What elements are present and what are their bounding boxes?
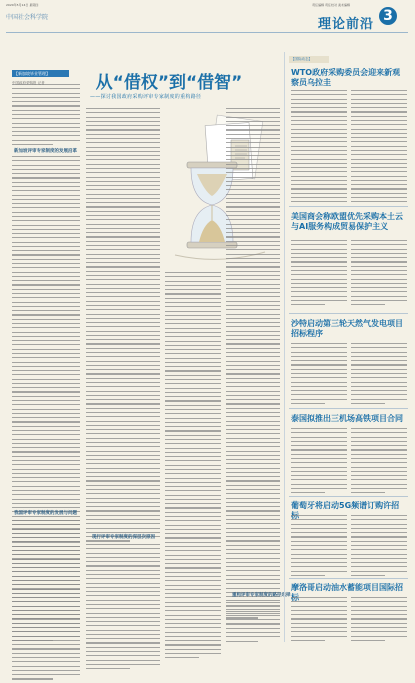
sidebar-divider xyxy=(289,313,408,314)
header-rule xyxy=(6,32,408,33)
article-author: 中国政府采购报 记者 xyxy=(12,81,45,85)
article-column-1 xyxy=(12,84,80,148)
subhead-1: 新加坡评审专家制度的发展沿革 xyxy=(14,149,77,154)
sidebar-item-text xyxy=(351,428,407,497)
sidebar-item-text xyxy=(291,240,347,309)
sidebar-item-title: 摩洛哥启动油水蓄能项目国际招标 xyxy=(291,583,403,602)
sidebar-item-text xyxy=(351,515,407,579)
masthead xyxy=(0,0,415,36)
sidebar-item-text xyxy=(351,90,407,210)
sidebar-item-text xyxy=(291,428,347,497)
sidebar-divider xyxy=(289,408,408,409)
sidebar-item-title: WTO政府采购委员会迎来新观察员乌拉圭 xyxy=(291,68,401,87)
article-column-2 xyxy=(86,108,160,545)
article-tag: 【新加坡毕业管理】 xyxy=(12,70,69,77)
sidebar-item-text xyxy=(291,343,347,407)
sidebar-item-text xyxy=(291,597,347,644)
sidebar-tag: 【国际动态】 xyxy=(289,56,329,63)
sidebar-item-text xyxy=(291,90,347,210)
subhead-4: 重构评审专家制度的路径选择 xyxy=(232,593,291,598)
article-subtitle: ——探讨我国政府采购评审专家制度的重构路径 xyxy=(90,94,202,100)
subhead-2: 我国评审专家制度的发展与问题 xyxy=(14,511,77,516)
sidebar-divider xyxy=(289,578,408,579)
sidebar-item-text xyxy=(351,343,407,407)
sidebar-divider xyxy=(289,496,408,497)
article-column-4 xyxy=(226,108,280,622)
sidebar-item-text xyxy=(351,240,407,309)
page-number-badge: 3 xyxy=(379,7,397,25)
sidebar-item-title: 沙特启动第三轮天然气发电项目招标程序 xyxy=(291,319,403,338)
article-column-4b xyxy=(226,602,280,645)
sidebar-item-text xyxy=(351,597,407,644)
article-title: 从“借权”到“借智” xyxy=(95,73,243,93)
subhead-3: 现行评审专家制度的深层次原因 xyxy=(92,535,155,540)
article-column-3 xyxy=(165,272,221,662)
sidebar-item-title: 葡萄牙将启动5G频谱订购许招标 xyxy=(291,501,400,520)
sidebar-item-text xyxy=(291,515,347,579)
section-title: 理论前沿 xyxy=(318,17,375,32)
article-column-2b xyxy=(86,544,160,672)
header-date: 2020年5月14日 星期四 xyxy=(6,3,39,7)
publication-logo: 中国社会科学院 xyxy=(6,14,49,21)
header-editors: 责任编辑 责任校对 美术编辑 xyxy=(312,3,350,7)
sidebar-item-title: 泰国拟推出三机场高铁项目合同 xyxy=(291,414,403,423)
article-column-1c xyxy=(12,520,80,683)
column-divider xyxy=(284,52,285,642)
sidebar-item-title: 美国商会称欧盟优先采购本土云与AI服务构成贸易保护主义 xyxy=(291,212,403,231)
sidebar-divider xyxy=(289,206,408,207)
